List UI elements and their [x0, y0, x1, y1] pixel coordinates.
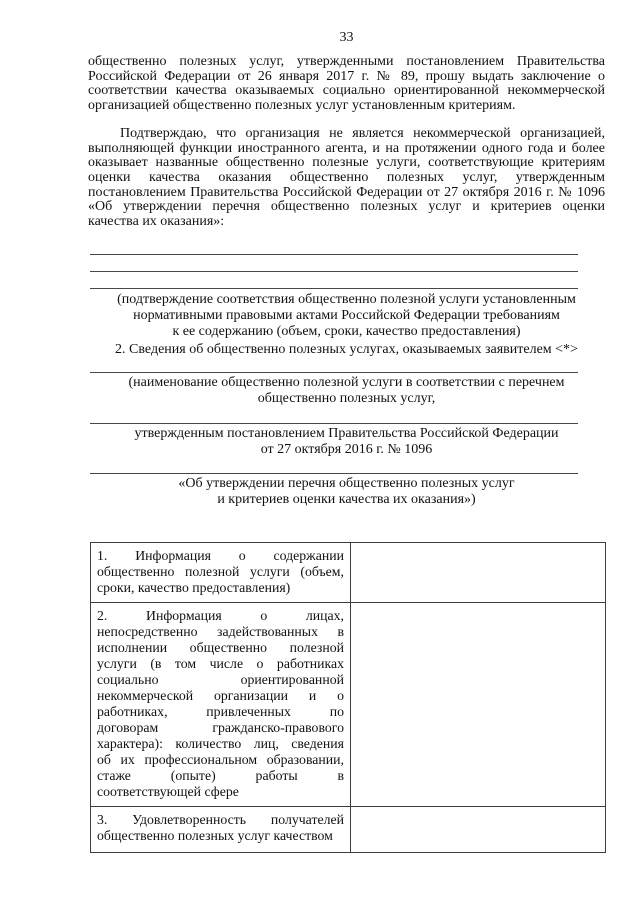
text-line: Подтверждаю, что организация не является некоммерческой организацией,	[120, 125, 605, 141]
text-line: к ее содержанию (объем, сроки, качество предоставления)	[172, 323, 521, 339]
caption-confirmation	[88, 292, 605, 340]
text-line: от 27 октября 2016 г. № 1096	[260, 441, 433, 457]
criterion-cell	[91, 602, 351, 806]
text-line: выполняющей функции иностранного агента, и на протяжении одного года и более	[88, 140, 605, 156]
text-line: работниках, привлеченных по	[97, 703, 344, 719]
caption-decree-title	[88, 476, 605, 508]
text-line: постановлением Правительства Российской Федерации от 27 октября 2016 г. № 1096	[88, 184, 605, 200]
paragraph-1	[88, 55, 605, 114]
value-cell	[351, 602, 606, 806]
text-line: утвержденным постановлением Правительства Российской Федерации	[134, 425, 559, 441]
fill-in-line	[90, 409, 578, 424]
fill-in-line	[90, 238, 578, 255]
text-line: соответствии качества оказываемых социально ориентированной некоммерческой	[88, 83, 605, 99]
text-line: сроки, качество предоставления)	[97, 579, 291, 595]
paragraph-2	[88, 127, 605, 230]
services-criteria-table	[90, 542, 606, 853]
table-row	[91, 542, 606, 602]
fill-in-line	[90, 460, 578, 474]
text-line: 1. Информация о содержании	[97, 547, 344, 563]
text-line: социально ориентированной	[97, 671, 344, 687]
text-line: 3. Удовлетворенность получателей	[97, 811, 344, 827]
table-row	[91, 602, 606, 806]
text-line: качества их оказания»:	[88, 214, 225, 230]
text-line: соответствующей сфере	[97, 783, 239, 799]
text-line: (наименование общественно полезной услуги в соответствии с перечнем	[128, 374, 565, 390]
text-line: характера): количество лиц, сведения	[97, 735, 344, 751]
text-line: «Об утверждении перечня общественно полезных услуг	[178, 475, 515, 491]
criterion-cell	[91, 806, 351, 852]
text-line: нормативными правовыми актами Российской Федерации требованиям	[133, 307, 560, 323]
text-line: некоммерческой организации и о	[97, 687, 344, 703]
text-line: и критериев оценки качества их оказания»)	[217, 491, 476, 507]
text-line: услуги (в том числе о работниках	[97, 655, 344, 671]
text-line: общественно полезных услуг качеством	[97, 827, 333, 843]
text-line: оказывает названные общественно полезные услуги, соответствующие критериям	[88, 155, 605, 171]
text-line: об их профессиональном образовании,	[97, 751, 344, 767]
text-line: общественно полезной услуги (объем,	[97, 563, 344, 579]
table-row	[91, 806, 606, 852]
fill-in-line	[90, 360, 578, 373]
fill-in-block-1	[88, 238, 605, 289]
text-line: организацией общественно полезных услуг установленным критериям.	[88, 98, 516, 114]
document-content	[88, 55, 605, 853]
fill-in-line	[90, 272, 578, 289]
text-line: общественно полезных услуг, утвержденными постановлением Правительства	[88, 54, 605, 69]
text-line: оценки качества оказания общественно полезных услуг, утвержденным	[88, 169, 605, 185]
text-line: 2. Информация о лицах,	[97, 607, 344, 623]
text-line: договорам гражданско-правового	[97, 719, 344, 735]
text-line: (подтверждение соответствия общественно полезной услуги установленным	[117, 291, 576, 307]
value-cell	[351, 806, 606, 852]
caption-decree	[88, 426, 605, 458]
text-line: общественно полезных услуг,	[257, 390, 436, 406]
text-line: непосредственно задействованных в	[97, 623, 344, 639]
value-cell	[351, 542, 606, 602]
text-line: Российской Федерации от 26 января 2017 г. № 89, прошу выдать заключение о	[88, 68, 605, 84]
page-number: 33	[339, 30, 354, 45]
caption-service-name	[88, 375, 605, 407]
text-line: «Об утверждении перечня общественно полезных услуг и критериев оценки	[88, 199, 605, 215]
text-line: исполнении общественно полезной	[97, 639, 344, 655]
section-2-heading: 2. Сведения об общественно полезных услугах, оказываемых заявителем <*>	[115, 341, 578, 357]
fill-in-line	[90, 255, 578, 272]
text-line: стаже (опыте) работы в	[97, 767, 344, 783]
criterion-cell	[91, 542, 351, 602]
